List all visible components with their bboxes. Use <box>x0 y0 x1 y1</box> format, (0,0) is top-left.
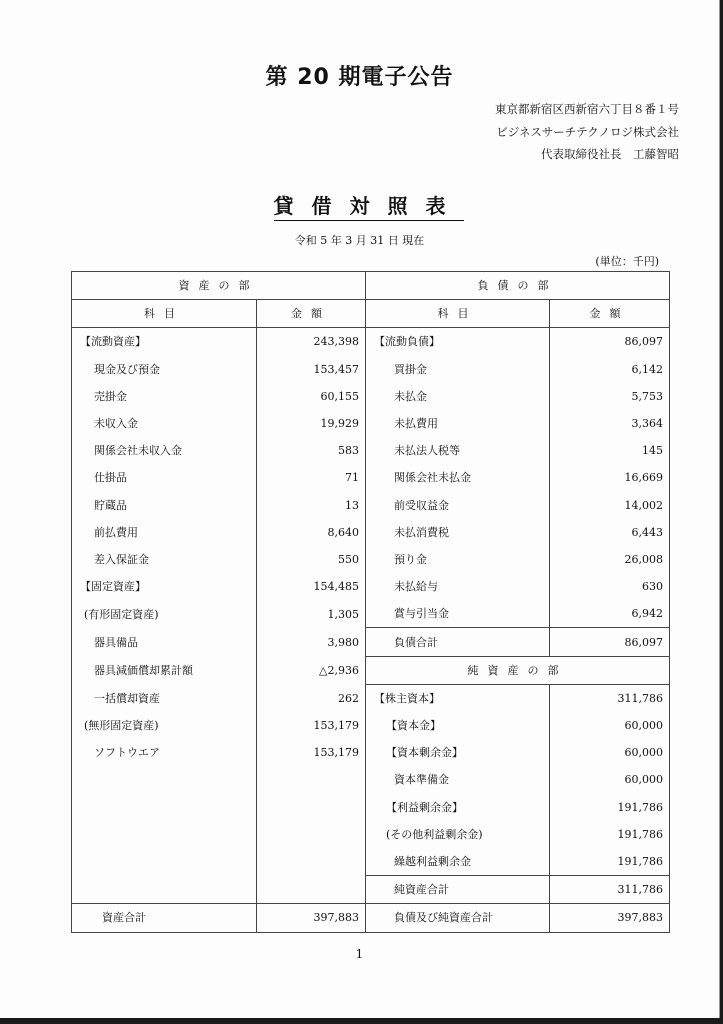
table-row <box>72 519 670 546</box>
liability-label: 未払金 <box>366 383 550 410</box>
asset-value: 1,305 <box>257 600 366 628</box>
table-row <box>72 904 670 932</box>
empty-cell <box>257 794 366 821</box>
table-row <box>72 848 670 876</box>
net-asset-label: (その他利益剰余金) <box>366 821 550 848</box>
asset-value: 19,929 <box>257 410 366 437</box>
page-title: 第 20 期電子公告 <box>265 65 454 90</box>
liability-label: 買掛金 <box>366 356 550 383</box>
liability-label: 関係会社未払金 <box>366 464 550 491</box>
table-row <box>72 573 670 600</box>
net-asset-label: 繰越利益剰余金 <box>366 848 550 876</box>
asset-value: 60,155 <box>257 383 366 410</box>
liabilities-total-value: 86,097 <box>550 628 670 656</box>
empty-cell <box>257 821 366 848</box>
asset-label: 一括償却資産 <box>72 684 257 712</box>
asset-label: ソフトウエア <box>72 739 257 766</box>
amount-header: 金額 <box>257 300 366 328</box>
company-name: ビジネスサーチテクノロジ株式会社 <box>496 124 679 139</box>
net-asset-value: 311,786 <box>550 684 670 712</box>
empty-cell <box>72 794 257 821</box>
net-asset-value: 191,786 <box>550 821 670 848</box>
liabilities-section-header: 負債の部 <box>366 272 670 300</box>
company-address: 東京都新宿区西新宿六丁目８番１号 <box>495 102 679 116</box>
liability-label: 【流動負債】 <box>366 328 550 356</box>
liability-value: 26,008 <box>550 546 670 573</box>
table-row <box>72 410 670 437</box>
section-header-row <box>72 272 670 300</box>
table-row <box>72 766 670 793</box>
table-row <box>72 328 670 356</box>
empty-cell <box>257 848 366 876</box>
net-asset-label: 【資本金】 <box>366 712 550 739</box>
table-row <box>72 821 670 848</box>
net-asset-value: 191,786 <box>550 848 670 876</box>
net-assets-total-label: 純資産合計 <box>366 876 550 904</box>
table-row <box>72 684 670 712</box>
liability-label: 未払法人税等 <box>366 437 550 464</box>
table-row <box>72 739 670 766</box>
table-row <box>72 546 670 573</box>
asset-label: 差入保証金 <box>72 546 257 573</box>
asset-label: 仕掛品 <box>72 464 257 491</box>
table-row <box>72 712 670 739</box>
table-row <box>72 628 670 656</box>
unit-note: (単位：千円) <box>595 255 659 268</box>
table-row <box>72 794 670 821</box>
net-asset-label: 【株主資本】 <box>366 684 550 712</box>
net-asset-value: 60,000 <box>550 739 670 766</box>
table-row <box>72 600 670 628</box>
grand-total-value: 397,883 <box>550 904 670 932</box>
liability-value: 86,097 <box>550 328 670 356</box>
assets-total-value: 397,883 <box>257 904 366 932</box>
asset-value: 154,485 <box>257 573 366 600</box>
grand-total-label: 負債及び純資産合計 <box>366 904 550 932</box>
company-representative: 代表取締役社長 工藤智昭 <box>541 147 679 161</box>
asset-value: 153,179 <box>257 712 366 739</box>
empty-cell <box>72 876 257 904</box>
asset-value: 71 <box>257 464 366 491</box>
liability-label: 前受収益金 <box>366 492 550 519</box>
asset-label: 器具備品 <box>72 628 257 656</box>
asset-label: 貯蔵品 <box>72 492 257 519</box>
table-row <box>72 464 670 491</box>
column-header-row <box>72 300 670 328</box>
liability-label: 未払費用 <box>366 410 550 437</box>
item-header: 科目 <box>72 300 257 328</box>
assets-section-header: 資産の部 <box>72 272 366 300</box>
report-date: 令和 5 年 3 月 31 日 現在 <box>294 234 425 247</box>
assets-total-label: 資産合計 <box>72 904 257 932</box>
asset-label: (無形固定資産) <box>72 712 257 739</box>
net-asset-label: 資本準備金 <box>366 766 550 793</box>
empty-cell <box>257 766 366 793</box>
net-assets-total-value: 311,786 <box>550 876 670 904</box>
liability-value: 145 <box>550 437 670 464</box>
empty-cell <box>72 848 257 876</box>
asset-label: 関係会社未収入金 <box>72 437 257 464</box>
asset-label: 器具減価償却累計額 <box>72 656 257 684</box>
net-asset-label: 【資本剰余金】 <box>366 739 550 766</box>
asset-value: 13 <box>257 492 366 519</box>
asset-value: 262 <box>257 684 366 712</box>
empty-cell <box>257 876 366 904</box>
item-header: 科目 <box>366 300 550 328</box>
document-subtitle: 貸借対照表 <box>0 190 719 219</box>
amount-header: 金額 <box>550 300 670 328</box>
liability-value: 6,142 <box>550 356 670 383</box>
asset-label: 前払費用 <box>72 519 257 546</box>
balance-sheet-table <box>71 271 670 933</box>
asset-value: 550 <box>257 546 366 573</box>
asset-value: 243,398 <box>257 328 366 356</box>
table-row <box>72 656 670 684</box>
liability-value: 3,364 <box>550 410 670 437</box>
table-row <box>72 356 670 383</box>
table-row <box>72 876 670 904</box>
table-row <box>72 492 670 519</box>
liability-label: 預り金 <box>366 546 550 573</box>
liability-value: 16,669 <box>550 464 670 491</box>
liability-value: 630 <box>550 573 670 600</box>
asset-value: △2,936 <box>257 656 366 684</box>
asset-value: 583 <box>257 437 366 464</box>
asset-label: 未収入金 <box>72 410 257 437</box>
asset-value: 8,640 <box>257 519 366 546</box>
asset-label: 現金及び預金 <box>72 356 257 383</box>
liabilities-total-label: 負債合計 <box>366 628 550 656</box>
net-asset-value: 60,000 <box>550 766 670 793</box>
asset-value: 3,980 <box>257 628 366 656</box>
net-assets-section-header: 純資産の部 <box>366 656 670 684</box>
liability-value: 14,002 <box>550 492 670 519</box>
asset-label: 【固定資産】 <box>72 573 257 600</box>
asset-label: 【流動資産】 <box>72 328 257 356</box>
page-number: 1 <box>355 947 364 961</box>
asset-label: (有形固定資産) <box>72 600 257 628</box>
table-row <box>72 383 670 410</box>
liability-label: 賞与引当金 <box>366 600 550 628</box>
empty-cell <box>72 821 257 848</box>
liability-value: 5,753 <box>550 383 670 410</box>
asset-label: 売掛金 <box>72 383 257 410</box>
net-asset-value: 60,000 <box>550 712 670 739</box>
company-info <box>495 98 679 166</box>
liability-label: 未払給与 <box>366 573 550 600</box>
asset-value: 153,457 <box>257 356 366 383</box>
net-asset-label: 【利益剰余金】 <box>366 794 550 821</box>
liability-value: 6,942 <box>550 600 670 628</box>
net-asset-value: 191,786 <box>550 794 670 821</box>
asset-value: 153,179 <box>257 739 366 766</box>
liability-value: 6,443 <box>550 519 670 546</box>
liability-label: 未払消費税 <box>366 519 550 546</box>
empty-cell <box>72 766 257 793</box>
table-row <box>72 437 670 464</box>
